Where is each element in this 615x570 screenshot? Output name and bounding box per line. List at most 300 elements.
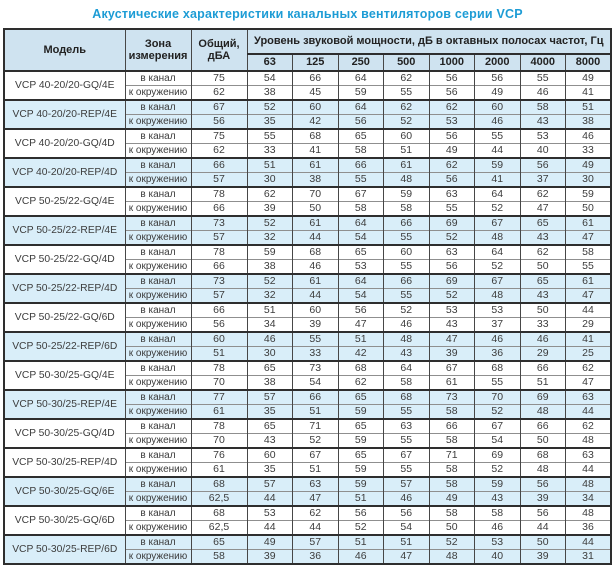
table-row-duct xyxy=(4,245,611,260)
spl-value-cell: 52 xyxy=(384,115,430,130)
spl-value-cell: 35 xyxy=(247,463,293,478)
spl-value-cell: 65 xyxy=(247,419,293,434)
spl-value-cell: 43 xyxy=(247,434,293,449)
spl-value-cell: 52 xyxy=(247,100,293,115)
spl-value-cell: 46 xyxy=(384,318,430,333)
spl-value-cell: 67 xyxy=(475,216,521,231)
spl-value-cell: 33 xyxy=(247,144,293,159)
spl-value-cell: 61 xyxy=(429,376,475,391)
spl-value-cell: 59 xyxy=(338,463,384,478)
spl-value-cell: 68 xyxy=(293,129,339,144)
spl-value-cell: 56 xyxy=(338,303,384,318)
zone-cell-ambient: к окружению xyxy=(125,86,191,101)
spl-value-cell: 43 xyxy=(429,318,475,333)
spl-value-cell: 55 xyxy=(475,376,521,391)
model-cell: VCP 40-20/20-GQ/4D xyxy=(4,129,125,158)
spl-value-cell: 55 xyxy=(384,463,430,478)
total-dba-cell: 66 xyxy=(191,303,247,318)
spl-value-cell: 47 xyxy=(338,318,384,333)
spl-value-cell: 48 xyxy=(566,434,612,449)
spl-value-cell: 38 xyxy=(247,260,293,275)
table-row-duct xyxy=(4,390,611,405)
spl-value-cell: 64 xyxy=(338,274,384,289)
zone-cell-ambient: к окружению xyxy=(125,434,191,449)
spl-value-cell: 46 xyxy=(384,492,430,507)
spl-value-cell: 51 xyxy=(247,158,293,173)
spl-value-cell: 53 xyxy=(475,303,521,318)
spl-value-cell: 56 xyxy=(429,129,475,144)
spl-value-cell: 53 xyxy=(475,535,521,550)
spl-value-cell: 68 xyxy=(338,361,384,376)
spl-value-cell: 64 xyxy=(338,71,384,86)
spl-value-cell: 60 xyxy=(475,100,521,115)
spl-value-cell: 62 xyxy=(384,100,430,115)
spl-value-cell: 49 xyxy=(429,492,475,507)
zone-cell-ambient: к окружению xyxy=(125,231,191,246)
spl-value-cell: 71 xyxy=(429,448,475,463)
spl-value-cell: 51 xyxy=(247,303,293,318)
spl-value-cell: 54 xyxy=(293,376,339,391)
spl-value-cell: 38 xyxy=(247,376,293,391)
spl-value-cell: 33 xyxy=(293,347,339,362)
spl-value-cell: 56 xyxy=(520,158,566,173)
spl-value-cell: 52 xyxy=(429,231,475,246)
freq-header-4000: 4000 xyxy=(520,54,566,71)
zone-cell-duct: в канал xyxy=(125,535,191,550)
spl-value-cell: 30 xyxy=(247,347,293,362)
spl-value-cell: 48 xyxy=(520,405,566,420)
spl-value-cell: 51 xyxy=(338,332,384,347)
total-dba-cell: 75 xyxy=(191,129,247,144)
spl-value-cell: 40 xyxy=(520,144,566,159)
spl-value-cell: 53 xyxy=(429,303,475,318)
spl-value-cell: 56 xyxy=(520,477,566,492)
spl-value-cell: 50 xyxy=(520,260,566,275)
spl-value-cell: 69 xyxy=(475,448,521,463)
spl-value-cell: 66 xyxy=(384,216,430,231)
table-row-duct xyxy=(4,419,611,434)
spl-value-cell: 59 xyxy=(475,477,521,492)
total-dba-cell: 56 xyxy=(191,115,247,130)
spl-value-cell: 56 xyxy=(429,173,475,188)
spl-value-cell: 49 xyxy=(247,535,293,550)
total-dba-cell: 78 xyxy=(191,245,247,260)
spl-value-cell: 41 xyxy=(475,173,521,188)
spl-value-cell: 65 xyxy=(520,274,566,289)
spl-value-cell: 36 xyxy=(475,347,521,362)
spl-value-cell: 39 xyxy=(293,318,339,333)
spl-value-cell: 43 xyxy=(520,231,566,246)
spl-value-cell: 47 xyxy=(566,376,612,391)
spl-value-cell: 36 xyxy=(293,550,339,565)
spl-value-cell: 30 xyxy=(566,173,612,188)
spl-value-cell: 64 xyxy=(338,216,384,231)
spl-value-cell: 46 xyxy=(520,332,566,347)
spl-value-cell: 58 xyxy=(429,463,475,478)
zone-cell-duct: в канал xyxy=(125,216,191,231)
spl-value-cell: 64 xyxy=(475,245,521,260)
spl-value-cell: 65 xyxy=(338,419,384,434)
spl-value-cell: 43 xyxy=(475,492,521,507)
model-cell: VCP 50-30/25-GQ/4E xyxy=(4,361,125,390)
spl-value-cell: 58 xyxy=(429,477,475,492)
spl-value-cell: 56 xyxy=(429,86,475,101)
table-row-duct xyxy=(4,71,611,86)
spl-value-cell: 62 xyxy=(520,187,566,202)
spl-value-cell: 55 xyxy=(384,231,430,246)
total-dba-cell: 62 xyxy=(191,86,247,101)
total-dba-cell: 57 xyxy=(191,231,247,246)
total-dba-cell: 61 xyxy=(191,405,247,420)
spl-value-cell: 52 xyxy=(429,289,475,304)
spl-value-cell: 55 xyxy=(384,405,430,420)
spl-value-cell: 63 xyxy=(293,477,339,492)
spl-value-cell: 59 xyxy=(247,245,293,260)
zone-cell-ambient: к окружению xyxy=(125,550,191,565)
spl-value-cell: 46 xyxy=(475,332,521,347)
freq-header-250: 250 xyxy=(338,54,384,71)
spl-value-cell: 56 xyxy=(429,260,475,275)
model-cell: VCP 40-20/20-REP/4D xyxy=(4,158,125,187)
spl-value-cell: 55 xyxy=(338,173,384,188)
spl-value-cell: 44 xyxy=(566,463,612,478)
spl-value-cell: 44 xyxy=(293,521,339,536)
spl-value-cell: 51 xyxy=(338,492,384,507)
spl-value-cell: 62 xyxy=(429,100,475,115)
spl-value-cell: 66 xyxy=(293,390,339,405)
spl-value-cell: 70 xyxy=(293,187,339,202)
total-dba-cell: 75 xyxy=(191,71,247,86)
spl-value-cell: 67 xyxy=(384,448,430,463)
spl-value-cell: 38 xyxy=(247,86,293,101)
spl-value-cell: 47 xyxy=(520,202,566,217)
total-dba-cell: 60 xyxy=(191,332,247,347)
spl-value-cell: 59 xyxy=(475,158,521,173)
zone-cell-duct: в канал xyxy=(125,419,191,434)
model-cell: VCP 50-25/22-REP/4D xyxy=(4,274,125,303)
spl-value-cell: 56 xyxy=(429,71,475,86)
spl-value-cell: 58 xyxy=(429,506,475,521)
spl-value-cell: 43 xyxy=(520,289,566,304)
spl-value-cell: 42 xyxy=(338,347,384,362)
total-dba-cell: 73 xyxy=(191,274,247,289)
spl-value-cell: 67 xyxy=(429,361,475,376)
spl-value-cell: 73 xyxy=(429,390,475,405)
spl-value-cell: 57 xyxy=(247,477,293,492)
spl-value-cell: 58 xyxy=(429,434,475,449)
spl-value-cell: 55 xyxy=(566,260,612,275)
spl-value-cell: 48 xyxy=(566,477,612,492)
spl-value-cell: 69 xyxy=(520,390,566,405)
spl-value-cell: 50 xyxy=(566,202,612,217)
total-dba-cell: 76 xyxy=(191,448,247,463)
total-dba-cell: 62,5 xyxy=(191,521,247,536)
freq-header-2000: 2000 xyxy=(475,54,521,71)
spl-value-cell: 49 xyxy=(475,86,521,101)
spl-value-cell: 44 xyxy=(520,521,566,536)
acoustic-characteristics-table xyxy=(3,28,612,565)
spl-value-cell: 65 xyxy=(338,129,384,144)
spl-value-cell: 39 xyxy=(520,550,566,565)
model-cell: VCP 50-30/25-REP/4D xyxy=(4,448,125,477)
spl-value-cell: 68 xyxy=(293,245,339,260)
total-dba-cell: 78 xyxy=(191,419,247,434)
zone-cell-duct: в канал xyxy=(125,477,191,492)
spl-value-cell: 39 xyxy=(520,492,566,507)
spl-value-cell: 47 xyxy=(293,492,339,507)
freq-header-63: 63 xyxy=(247,54,293,71)
freq-header-500: 500 xyxy=(384,54,430,71)
spl-value-cell: 63 xyxy=(429,245,475,260)
spl-value-cell: 54 xyxy=(338,231,384,246)
spl-value-cell: 44 xyxy=(566,303,612,318)
spl-value-cell: 52 xyxy=(475,260,521,275)
spl-value-cell: 65 xyxy=(520,216,566,231)
spl-value-cell: 41 xyxy=(566,86,612,101)
zone-cell-duct: в канал xyxy=(125,245,191,260)
zone-cell-duct: в канал xyxy=(125,390,191,405)
spl-value-cell: 52 xyxy=(384,303,430,318)
spl-value-cell: 60 xyxy=(247,448,293,463)
spl-value-cell: 61 xyxy=(293,216,339,231)
table-row-duct xyxy=(4,129,611,144)
spl-value-cell: 67 xyxy=(293,448,339,463)
table-row-duct xyxy=(4,274,611,289)
spl-value-cell: 50 xyxy=(520,434,566,449)
total-dba-cell: 77 xyxy=(191,390,247,405)
spl-value-cell: 48 xyxy=(475,289,521,304)
model-cell: VCP 50-25/22-GQ/4E xyxy=(4,187,125,216)
spl-value-cell: 53 xyxy=(247,506,293,521)
spl-value-cell: 48 xyxy=(429,550,475,565)
total-dba-cell: 67 xyxy=(191,100,247,115)
spl-value-cell: 29 xyxy=(566,318,612,333)
freq-header-125: 125 xyxy=(293,54,339,71)
spl-value-cell: 39 xyxy=(247,550,293,565)
spl-value-cell: 55 xyxy=(384,86,430,101)
freq-header-8000: 8000 xyxy=(566,54,612,71)
spl-value-cell: 65 xyxy=(338,390,384,405)
spl-value-cell: 46 xyxy=(293,260,339,275)
spl-value-cell: 46 xyxy=(247,332,293,347)
model-cell: VCP 40-20/20-REP/4E xyxy=(4,100,125,129)
table-row-duct xyxy=(4,448,611,463)
spl-value-cell: 52 xyxy=(247,274,293,289)
total-dba-cell: 56 xyxy=(191,318,247,333)
model-cell: VCP 50-25/22-GQ/6D xyxy=(4,303,125,332)
header-total-dba: Общий, дБА xyxy=(191,29,247,71)
spl-value-cell: 66 xyxy=(293,71,339,86)
spl-value-cell: 57 xyxy=(247,390,293,405)
spl-value-cell: 51 xyxy=(384,535,430,550)
total-dba-cell: 66 xyxy=(191,158,247,173)
spl-value-cell: 55 xyxy=(429,202,475,217)
zone-cell-duct: в канал xyxy=(125,187,191,202)
spl-value-cell: 44 xyxy=(293,289,339,304)
spl-value-cell: 50 xyxy=(520,535,566,550)
spl-value-cell: 67 xyxy=(338,187,384,202)
model-cell: VCP 50-25/22-REP/6D xyxy=(4,332,125,361)
spl-value-cell: 49 xyxy=(429,144,475,159)
spl-value-cell: 47 xyxy=(566,289,612,304)
spl-value-cell: 25 xyxy=(566,347,612,362)
spl-value-cell: 60 xyxy=(384,245,430,260)
model-cell: VCP 50-30/25-GQ/6D xyxy=(4,506,125,535)
spl-value-cell: 46 xyxy=(475,521,521,536)
spl-value-cell: 62 xyxy=(384,71,430,86)
total-dba-cell: 66 xyxy=(191,260,247,275)
spl-value-cell: 51 xyxy=(384,144,430,159)
total-dba-cell: 62,5 xyxy=(191,492,247,507)
spl-value-cell: 58 xyxy=(384,202,430,217)
spl-value-cell: 48 xyxy=(520,463,566,478)
zone-cell-ambient: к окружению xyxy=(125,492,191,507)
spl-value-cell: 31 xyxy=(566,550,612,565)
spl-value-cell: 45 xyxy=(293,86,339,101)
table-row-duct xyxy=(4,477,611,492)
zone-cell-duct: в канал xyxy=(125,506,191,521)
model-cell: VCP 40-20/20-GQ/4E xyxy=(4,71,125,100)
spl-value-cell: 40 xyxy=(475,550,521,565)
spl-value-cell: 62 xyxy=(293,506,339,521)
spl-value-cell: 70 xyxy=(475,390,521,405)
spl-value-cell: 63 xyxy=(384,419,430,434)
table-row-duct xyxy=(4,361,611,376)
total-dba-cell: 66 xyxy=(191,202,247,217)
spl-value-cell: 33 xyxy=(520,318,566,333)
header-spl-group: Уровень звуковой мощности, дБ в октавных полосах частот, Гц xyxy=(247,29,611,54)
total-dba-cell: 70 xyxy=(191,434,247,449)
spl-value-cell: 68 xyxy=(475,361,521,376)
table-row-duct xyxy=(4,332,611,347)
spl-value-cell: 71 xyxy=(293,419,339,434)
total-dba-cell: 78 xyxy=(191,361,247,376)
total-dba-cell: 58 xyxy=(191,550,247,565)
spl-value-cell: 66 xyxy=(338,158,384,173)
spl-value-cell: 64 xyxy=(338,100,384,115)
spl-value-cell: 44 xyxy=(566,405,612,420)
spl-value-cell: 44 xyxy=(475,144,521,159)
spl-value-cell: 59 xyxy=(566,187,612,202)
spl-value-cell: 69 xyxy=(429,274,475,289)
zone-cell-ambient: к окружению xyxy=(125,521,191,536)
spl-value-cell: 50 xyxy=(293,202,339,217)
spl-value-cell: 52 xyxy=(429,535,475,550)
table-row-duct xyxy=(4,535,611,550)
table-row-duct xyxy=(4,158,611,173)
spl-value-cell: 55 xyxy=(475,129,521,144)
model-cell: VCP 50-30/25-GQ/4D xyxy=(4,419,125,448)
spl-value-cell: 51 xyxy=(520,376,566,391)
model-cell: VCP 50-30/25-REP/6D xyxy=(4,535,125,564)
spl-value-cell: 50 xyxy=(520,303,566,318)
zone-cell-ambient: к окружению xyxy=(125,463,191,478)
spl-value-cell: 46 xyxy=(520,86,566,101)
spl-value-cell: 64 xyxy=(475,187,521,202)
spl-value-cell: 60 xyxy=(293,303,339,318)
spl-value-cell: 62 xyxy=(566,361,612,376)
spl-value-cell: 62 xyxy=(520,245,566,260)
spl-value-cell: 59 xyxy=(338,434,384,449)
spl-value-cell: 51 xyxy=(566,100,612,115)
spl-value-cell: 35 xyxy=(247,405,293,420)
spl-value-cell: 49 xyxy=(566,158,612,173)
spl-value-cell: 34 xyxy=(247,318,293,333)
spl-value-cell: 48 xyxy=(384,173,430,188)
total-dba-cell: 51 xyxy=(191,347,247,362)
spl-value-cell: 64 xyxy=(384,361,430,376)
zone-cell-ambient: к окружению xyxy=(125,318,191,333)
spl-value-cell: 46 xyxy=(338,550,384,565)
spl-value-cell: 58 xyxy=(475,506,521,521)
total-dba-cell: 70 xyxy=(191,376,247,391)
zone-cell-ambient: к окружению xyxy=(125,202,191,217)
spl-value-cell: 53 xyxy=(429,115,475,130)
spl-value-cell: 52 xyxy=(475,405,521,420)
spl-value-cell: 63 xyxy=(566,448,612,463)
zone-cell-ambient: к окружению xyxy=(125,376,191,391)
table-body xyxy=(4,71,611,564)
spl-value-cell: 37 xyxy=(520,173,566,188)
spl-value-cell: 39 xyxy=(247,202,293,217)
spl-value-cell: 37 xyxy=(475,318,521,333)
zone-cell-ambient: к окружению xyxy=(125,144,191,159)
zone-cell-ambient: к окружению xyxy=(125,289,191,304)
table-row-duct xyxy=(4,303,611,318)
spl-value-cell: 42 xyxy=(293,115,339,130)
spl-value-cell: 56 xyxy=(384,506,430,521)
zone-cell-duct: в канал xyxy=(125,100,191,115)
zone-cell-ambient: к окружению xyxy=(125,115,191,130)
spl-value-cell: 73 xyxy=(293,361,339,376)
model-cell: VCP 50-25/22-REP/4E xyxy=(4,216,125,245)
spl-value-cell: 63 xyxy=(429,187,475,202)
spl-value-cell: 47 xyxy=(384,550,430,565)
total-dba-cell: 62 xyxy=(191,144,247,159)
spl-value-cell: 58 xyxy=(429,405,475,420)
spl-value-cell: 56 xyxy=(520,506,566,521)
spl-value-cell: 66 xyxy=(520,419,566,434)
spl-value-cell: 34 xyxy=(566,492,612,507)
zone-cell-ambient: к окружению xyxy=(125,405,191,420)
zone-cell-duct: в канал xyxy=(125,158,191,173)
spl-value-cell: 55 xyxy=(384,434,430,449)
spl-value-cell: 68 xyxy=(520,448,566,463)
spl-value-cell: 63 xyxy=(566,390,612,405)
spl-value-cell: 51 xyxy=(293,405,339,420)
zone-cell-duct: в канал xyxy=(125,129,191,144)
spl-value-cell: 38 xyxy=(566,115,612,130)
spl-value-cell: 39 xyxy=(429,347,475,362)
spl-value-cell: 48 xyxy=(475,231,521,246)
spl-value-cell: 52 xyxy=(475,202,521,217)
spl-value-cell: 55 xyxy=(520,71,566,86)
spl-value-cell: 66 xyxy=(384,274,430,289)
spl-value-cell: 66 xyxy=(520,361,566,376)
spl-value-cell: 47 xyxy=(429,332,475,347)
spl-value-cell: 29 xyxy=(520,347,566,362)
spl-value-cell: 58 xyxy=(520,100,566,115)
spl-value-cell: 53 xyxy=(338,260,384,275)
total-dba-cell: 68 xyxy=(191,477,247,492)
spl-value-cell: 59 xyxy=(338,86,384,101)
spl-value-cell: 62 xyxy=(429,158,475,173)
spl-value-cell: 67 xyxy=(475,274,521,289)
spl-value-cell: 35 xyxy=(247,115,293,130)
spl-value-cell: 58 xyxy=(566,245,612,260)
spl-value-cell: 52 xyxy=(475,463,521,478)
spl-value-cell: 62 xyxy=(566,419,612,434)
